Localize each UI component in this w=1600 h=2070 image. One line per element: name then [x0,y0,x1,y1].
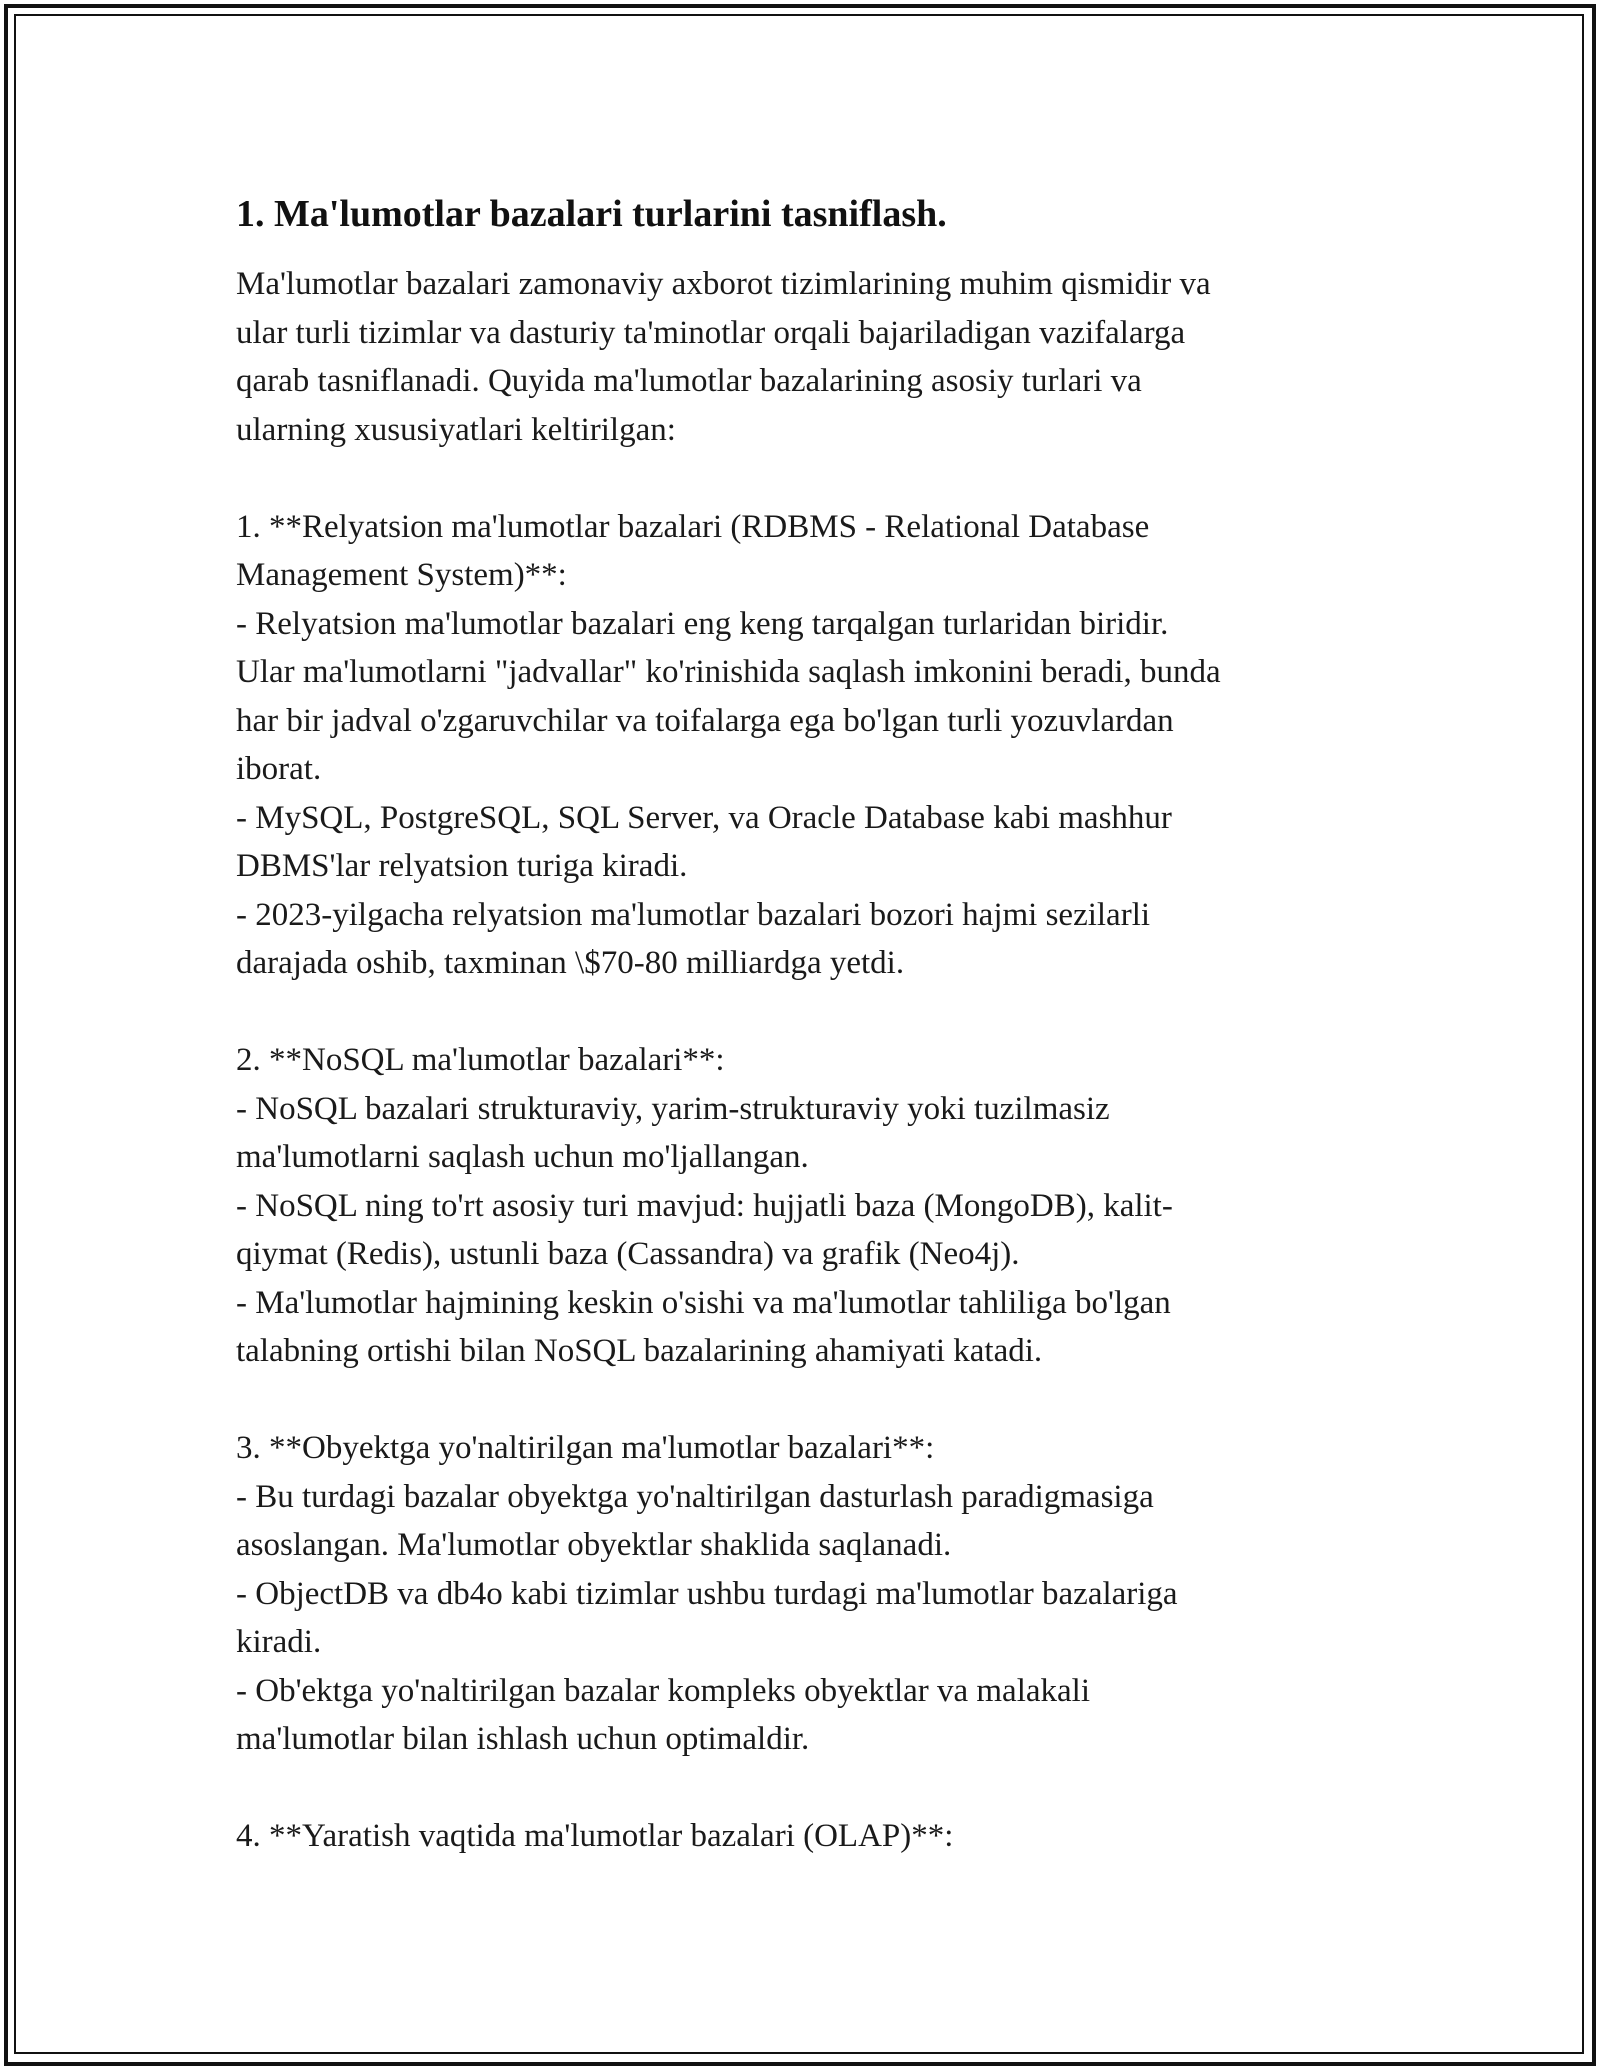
document-body: Ma'lumotlar bazalari zamonaviy axborot tizimlarining muhim qismidir va ular turli tizimlar va dasturiy ta'minotlar orqali bajariladigan vazifalarga qarab tasniflanadi. Quyida ma'lumotlar bazalarining asosiy turlari va ularning xususiyatlari keltirilgan: 1. **Relyatsion ma'lumotlar bazalari (RDBMS - Relational Database Management System)**: - Relyatsion ma'lumotlar bazalari eng keng tarqalgan turlaridan biridir. Ular ma'lumotlarni "jadvallar" ko'rinishida saqlash imkonini beradi, bunda har bir jadval o'zgaruvchilar va toifalarga ega bo'lgan turli yozuvlardan iborat. - MySQL, PostgreSQL, SQL Server, va Oracle Database kabi mashhur DBMS'lar relyatsion turiga kiradi. - 2023-yilgacha relyatsion ma'lumotlar bazalari bozori hajmi sezilarli darajada oshib, taxminan \$70-80 milliardga yetdi. 2. **NoSQL ma'lumotlar bazalari**: - NoSQL bazalari strukturaviy, yarim-strukturaviy yoki tuzilmasiz ma'lumotlarni saqlash uchun mo'ljallangan. - NoSQL ning to'rt asosiy turi mavjud: hujjatli baza (MongoDB), kalit- qiymat (Redis), ustunli baza (Cassandra) va grafik (Neo4j). - Ma'lumotlar hajmining keskin o'sishi va ma'lumotlar tahliliga bo'lgan talabning ortishi bilan NoSQL bazalarining ahamiyati katadi. 3. **Obyektga yo'naltirilgan ma'lumotlar bazalari**: - Bu turdagi bazalar obyektga yo'naltirilgan dasturlash paradigmasiga asoslangan. Ma'lumotlar obyektlar shaklida saqlanadi. - ObjectDB va db4o kabi tizimlar ushbu turdagi ma'lumotlar bazalariga kiradi. - Ob'ektga yo'naltirilgan bazalar kompleks obyektlar va malakali ma'lumotlar bilan ishlash uchun optimaldir. 4. **Yaratish vaqtida ma'lumotlar bazalari (OLAP)**: [236,266,1221,1854]
document-content [236,186,1366,1861]
document-title: 1. Ma'lumotlar bazalari turlarini tasniflash. [236,193,947,235]
